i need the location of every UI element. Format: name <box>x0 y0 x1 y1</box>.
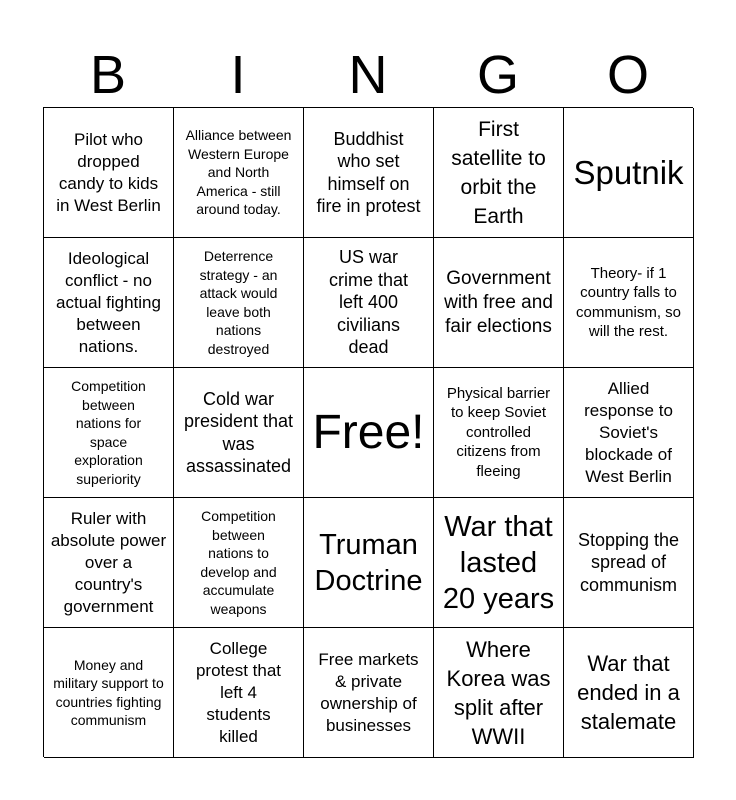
bingo-cell[interactable] <box>564 368 694 498</box>
cell-text: Competition between nations for space exploration superiority <box>71 378 146 487</box>
cell-text: College protest that left 4 students killed <box>195 638 282 746</box>
bingo-cell[interactable] <box>434 628 564 758</box>
bingo-cell[interactable] <box>564 498 694 628</box>
header-letter-g: G <box>476 45 519 105</box>
bingo-cell[interactable] <box>304 108 434 238</box>
cell-text: Theory- if 1 country falls to communism, so will the rest. <box>575 264 682 340</box>
bingo-cell[interactable] <box>44 368 174 498</box>
cell-text: Money and military support to countries fighting communism <box>53 656 164 728</box>
bingo-cell[interactable] <box>304 498 434 628</box>
bingo-cell[interactable] <box>434 238 564 368</box>
bingo-cell[interactable] <box>174 238 304 368</box>
bingo-cell[interactable] <box>564 628 694 758</box>
cell-text: Allied response to Soviet's blockade of West Berlin <box>584 378 673 486</box>
header-letter-i: I <box>230 45 246 105</box>
cell-text: Sputnik <box>573 153 684 191</box>
bingo-cell[interactable] <box>44 628 174 758</box>
cell-text: Cold war president that was assassinated <box>183 388 294 476</box>
bingo-cell[interactable] <box>174 628 304 758</box>
cell-text: Deterrence strategy - an attack would leave both nations destroyed <box>199 248 278 357</box>
bingo-cell[interactable] <box>564 108 694 238</box>
cell-text: First satellite to orbit the Earth <box>451 117 546 228</box>
cell-text: US war crime that left 400 civilians dead <box>328 247 409 358</box>
cell-text: Alliance between Western Europe and North America - still around today. <box>185 127 292 218</box>
cell-text: Stopping the spread of communism <box>577 529 680 595</box>
header-letter-o: O <box>606 45 649 105</box>
bingo-cell[interactable] <box>44 238 174 368</box>
free-space[interactable] <box>304 368 434 498</box>
bingo-cell[interactable] <box>434 498 564 628</box>
header-letter-b: B <box>89 45 127 105</box>
bingo-cell[interactable] <box>174 108 304 238</box>
cell-text: Government with free and fair elections <box>444 267 553 337</box>
bingo-grid <box>43 107 693 757</box>
cell-text: War that lasted 20 years <box>442 510 555 615</box>
bingo-cell[interactable] <box>304 238 434 368</box>
cell-text: Pilot who dropped candy to kids in West Berlin <box>56 129 161 215</box>
cell-text: Competition between nations to develop and accumulate weapons <box>200 508 277 617</box>
cell-text: War that ended in a stalemate <box>577 651 680 734</box>
bingo-cell[interactable] <box>434 368 564 498</box>
cell-text: Ruler with absolute power over a country's government <box>50 508 167 616</box>
bingo-cell[interactable] <box>304 628 434 758</box>
bingo-cell[interactable] <box>174 368 304 498</box>
cell-text: Truman Doctrine <box>314 528 423 597</box>
cell-text: Where Korea was split after WWII <box>446 636 551 749</box>
cell-text: Physical barrier to keep Soviet controlled citizens from fleeing <box>446 384 551 480</box>
cell-text: Ideological conflict - no actual fighting between nations. <box>56 248 161 356</box>
bingo-cell[interactable] <box>44 108 174 238</box>
cell-text: Free markets & private ownership of businesses <box>318 649 419 735</box>
cell-text: Buddhist who set himself on fire in protest <box>316 128 421 216</box>
bingo-cell[interactable] <box>564 238 694 368</box>
bingo-header <box>43 42 693 108</box>
bingo-cell[interactable] <box>434 108 564 238</box>
header-letter-n: N <box>348 45 388 105</box>
cell-text: Free! <box>312 405 425 459</box>
bingo-cell[interactable] <box>174 498 304 628</box>
bingo-cell[interactable] <box>44 498 174 628</box>
